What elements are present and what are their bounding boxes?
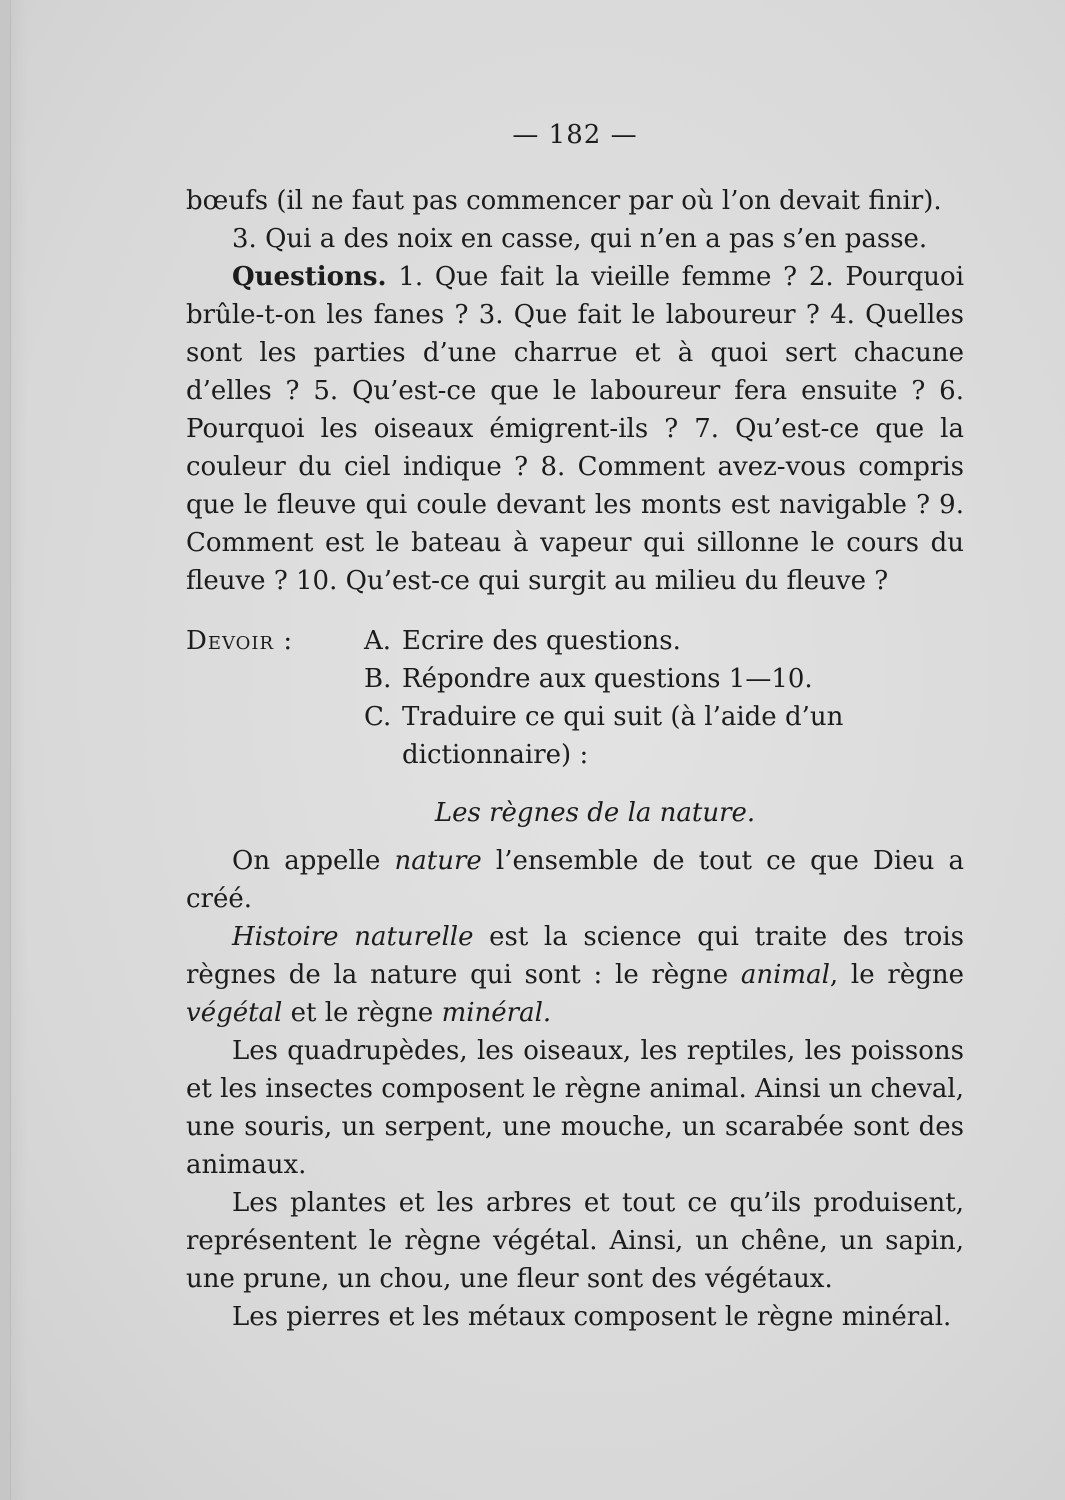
paragraph-nature [186,842,964,918]
text-run: On appelle [232,846,395,876]
devoir-item-a [364,622,964,660]
emphasis: nature [394,846,482,876]
devoir-item-letter: C. [364,702,392,732]
devoir-item-letter: A. [364,626,392,656]
questions-label: Questions. [232,262,387,292]
questions-paragraph [186,258,964,600]
paragraph-regne-vegetal: Les plantes et les arbres et tout ce qu’ils produisent, représentent le règne végétal. Ainsi, un chêne, un sapin, une prune, un chou, une fleur sont des végétaux. [186,1188,964,1294]
paragraph-boeufs: bœufs (il ne faut pas commencer par où l’on devait finir). [186,186,942,216]
devoir-item-c [364,698,964,774]
emphasis: Histoire naturelle [232,922,474,952]
paragraph-proverb-3: 3. Qui a des noix en casse, qui n’en a pas s’en passe. [232,224,928,254]
devoir-list [364,622,964,774]
text-run: l’ensemble de tout ce que Dieu a créé. [186,846,964,914]
devoir-block [186,622,964,774]
questions-text: 1. Que fait la vieille femme ? 2. Pourquoi brûle-t-on les fanes ? 3. Que fait le laboureur ? 4. Quelles sont les parties d’une charrue et à quoi sert chacune d’elles ? 5. Qu’est-ce que le laboureur fera ensuite ? 6. Pourquoi les oiseaux émigrent-ils ? 7. Qu’est-ce que la couleur du ciel indique ? 8. Comment avez-vous compris que le fleuve qui coule devant les monts est navigable ? 9. Comment est le bateau à vapeur qui sillonne le cours du fleuve ? 10. Qu’est-ce qui surgit au milieu du fleuve ? [186,262,965,596]
page-number: — 182 — [512,120,638,150]
devoir-label: Devoir : [186,626,294,656]
emphasis: végétal [186,998,283,1028]
paragraph-regne-animal: Les quadrupèdes, les oiseaux, les reptiles, les poissons et les insectes composent le règne animal. Ainsi un cheval, une souris, un serpent, une mouche, un scarabée sont des animaux. [186,1036,964,1180]
page-edge [0,0,11,1500]
emphasis: minéral. [441,998,552,1028]
emphasis: animal [740,960,830,990]
text-run: et le règne [282,998,442,1028]
devoir-item-letter: B. [364,664,392,694]
devoir-item-text: Répondre aux questions 1—10. [402,664,813,694]
paragraph-histoire-naturelle [186,918,964,1032]
devoir-item-text: Ecrire des questions. [402,626,681,656]
devoir-item-text: Traduire ce qui suit (à l’aide d’un dictionnaire) : [402,702,844,770]
text-run: , le règne [829,960,964,990]
section-heading: Les règnes de la nature. [434,798,756,828]
text-run: est la science qui traite des trois règnes de la nature qui sont : le règne [186,922,964,990]
paragraph-regne-mineral: Les pierres et les métaux composent le règne minéral. [232,1302,952,1332]
page-content [186,116,964,1336]
devoir-item-b [364,660,964,698]
